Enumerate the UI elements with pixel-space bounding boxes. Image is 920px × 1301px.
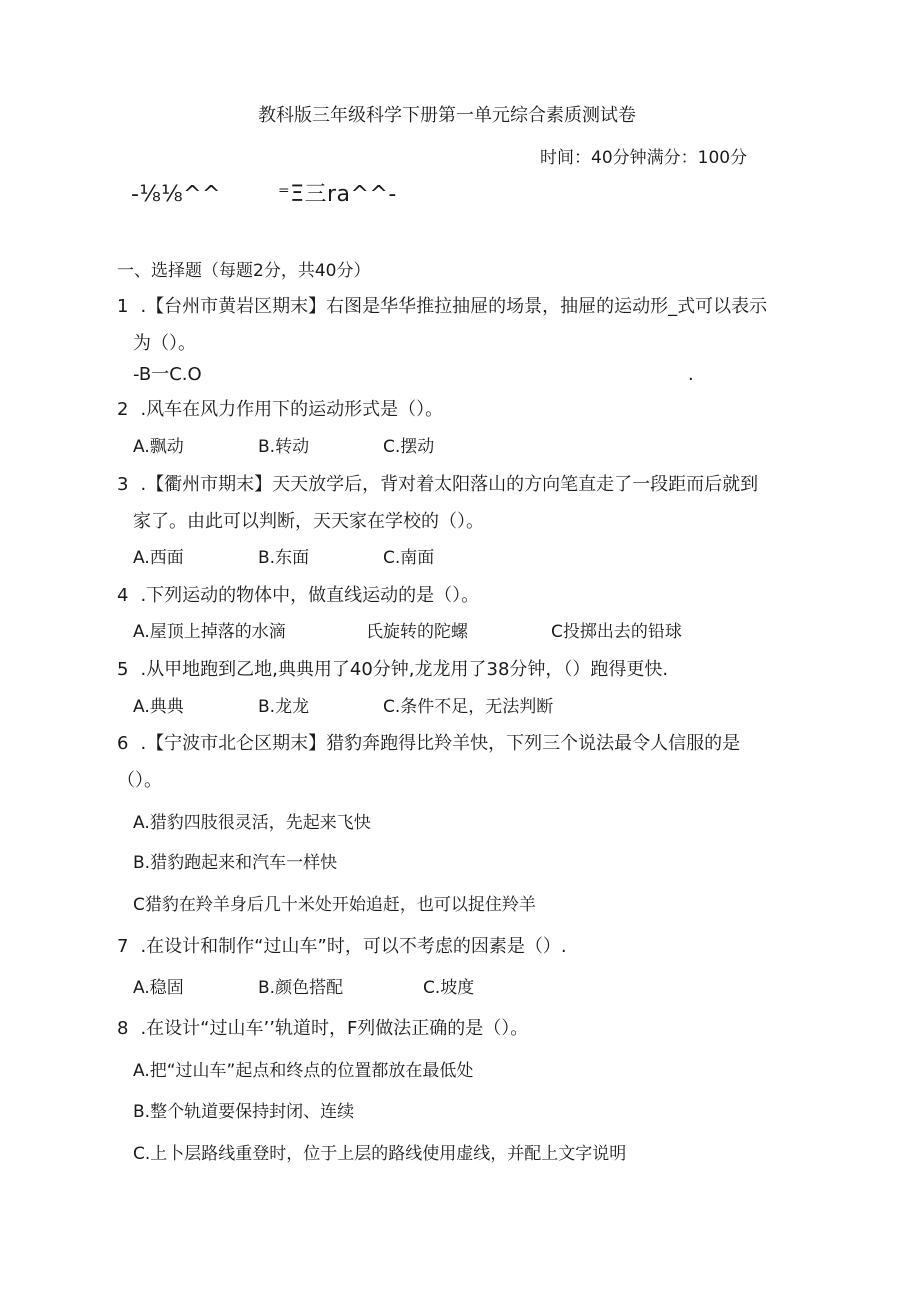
- question-1-options: -B一C.O: [133, 364, 202, 385]
- question-2: [117, 398, 443, 422]
- option-a: A.稳固: [133, 978, 184, 998]
- question-1: [117, 295, 767, 319]
- time-score-info: 时间：40分钟满分：100分: [540, 148, 748, 168]
- section-heading: 一、选择题（每题2分，共40分）: [117, 261, 371, 281]
- question-number: 7: [117, 936, 129, 957]
- option-b: B.整个轨道要保持封闭、连续: [133, 1102, 355, 1122]
- question-5: [117, 658, 668, 682]
- option-b: B.转动: [258, 437, 310, 457]
- option-c: C.摆动: [383, 437, 435, 457]
- question-4: [117, 584, 479, 608]
- question-6: [117, 732, 740, 756]
- option-a: A.西面: [133, 548, 184, 568]
- option-a: A.把“过山车”起点和终点的位置都放在最低处: [133, 1061, 474, 1081]
- question-number: 4: [117, 585, 129, 606]
- question-number: 1: [117, 296, 129, 317]
- question-text: .风车在风力作用下的运动形式是（）。: [140, 399, 444, 420]
- question-3: [117, 473, 758, 497]
- page-title: 教科版三年级科学下册第一单元综合素质测试卷: [258, 105, 636, 126]
- question-1-trailing-mark: .: [688, 364, 694, 385]
- option-c: C.坡度: [423, 978, 475, 998]
- option-b: B.东面: [258, 548, 310, 568]
- question-6-cont: （）。: [117, 770, 162, 791]
- question-number: 6: [117, 733, 129, 754]
- score-table-text-right: ⁼Ξ三ra^^-: [278, 182, 397, 207]
- question-number: 3: [117, 474, 129, 495]
- option-a: A.飘动: [133, 437, 184, 457]
- option-b: B.龙龙: [258, 697, 310, 717]
- question-text: .下列运动的物体中，做直线运动的是（）。: [140, 585, 480, 606]
- question-text: .在设计“过山车’’轨道时，F列做法正确的是（）。: [140, 1018, 529, 1039]
- question-text: .在设计和制作“过山车”时，可以不考虑的因素是（）.: [140, 936, 567, 957]
- question-text: .从甲地跑到乙地,典典用了40分钟,龙龙用了38分钟，（）跑得更快.: [140, 659, 669, 680]
- option-a: A.猎豹四肢很灵活，先起来飞快: [133, 813, 371, 833]
- question-7: [117, 935, 567, 959]
- option-b: B.颜色搭配: [258, 978, 344, 998]
- question-1-cont: 为（）。: [133, 333, 196, 354]
- option-c: C猎豹在羚羊身后几十米处开始追赶，也可以捉住羚羊: [133, 895, 536, 915]
- option-c: C.南面: [383, 548, 435, 568]
- option-b: B.猎豹跑起来和汽车一样快: [133, 853, 338, 873]
- option-c: C.上卜层路线重登时，位于上层的路线使用虚线，并配上文字说明: [133, 1144, 627, 1164]
- question-text: .【衢州市期末】天天放学后，背对着太阳落山的方向笔直走了一段距而后就到: [140, 474, 759, 495]
- option-c: C.条件不足，无法判断: [383, 697, 554, 717]
- question-text: .【台州市黄岩区期末】右图是华华推拉抽屉的场景，抽屉的运动形_式可以表示: [140, 296, 768, 317]
- question-number: 8: [117, 1018, 129, 1039]
- question-number: 5: [117, 659, 129, 680]
- question-number: 2: [117, 399, 129, 420]
- option-c: C投掷出去的铅球: [551, 622, 682, 642]
- option-b: 氏旋转的陀螺: [366, 622, 468, 642]
- question-3-cont: 家了。由此可以判断，天天家在学校的（）。: [133, 511, 484, 532]
- score-table-text-left: -⅛⅛^^: [131, 182, 221, 207]
- question-8: [117, 1017, 528, 1041]
- question-text: .【宁波市北仑区期末】猎豹奔跑得比羚羊快，下列三个说法最令人信服的是: [140, 733, 741, 754]
- option-a: A.屋顶上掉落的水滴: [133, 622, 286, 642]
- option-a: A.典典: [133, 697, 184, 717]
